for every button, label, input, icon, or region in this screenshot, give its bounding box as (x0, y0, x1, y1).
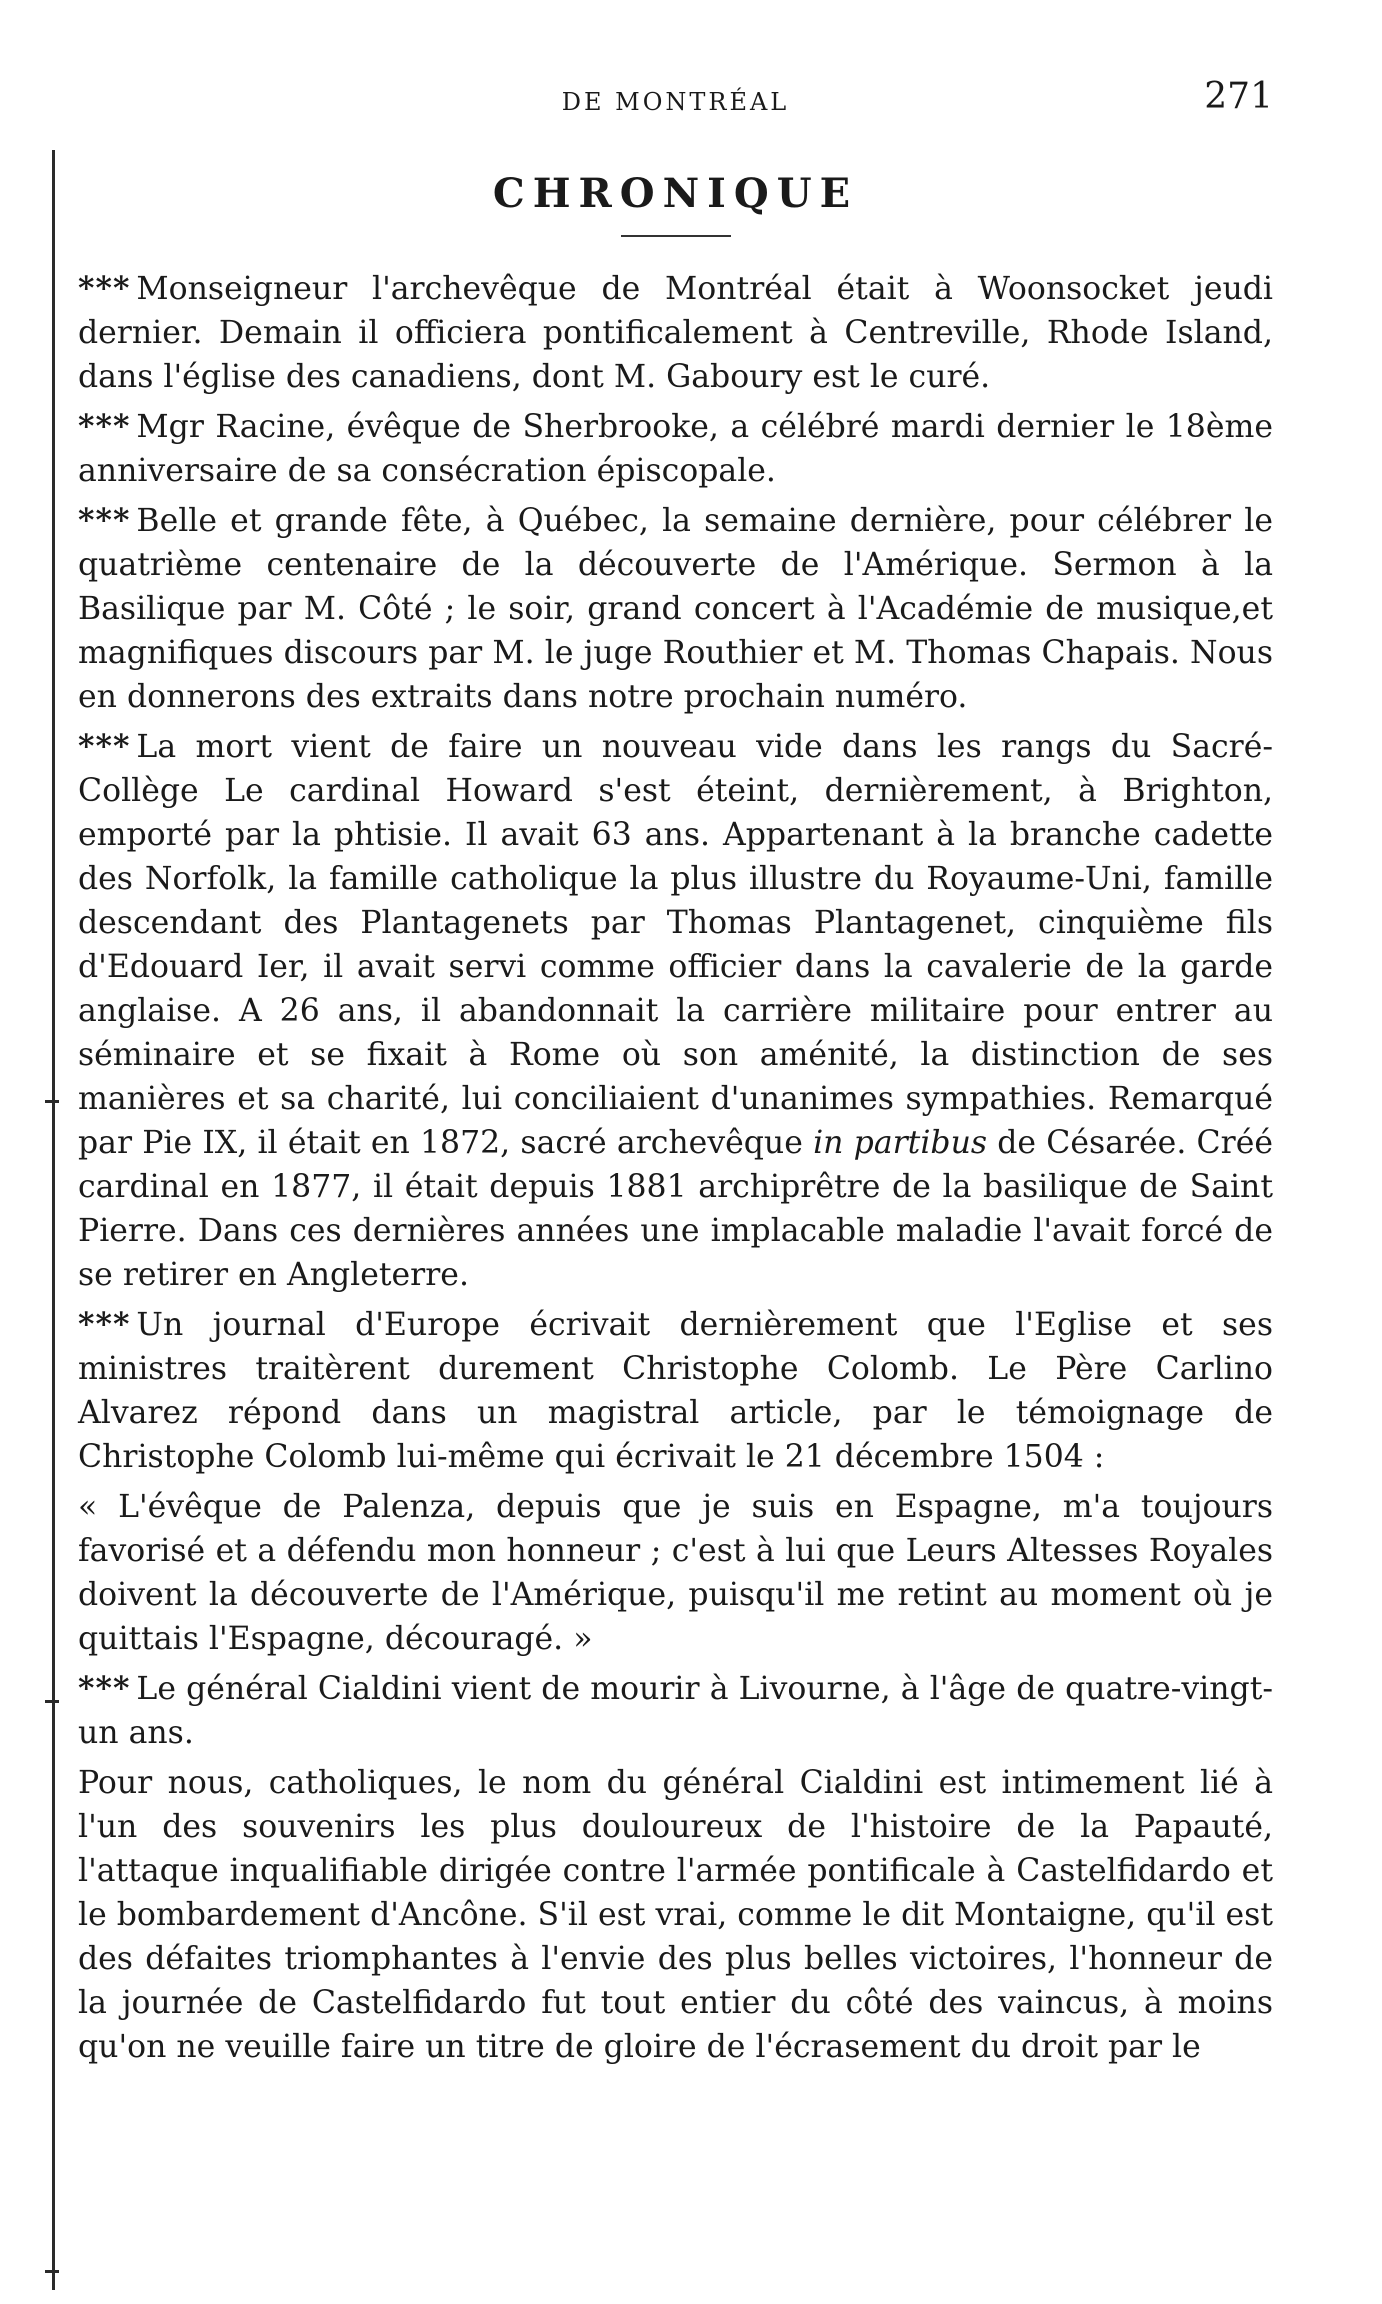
asterism-marker: *** (78, 1670, 131, 1707)
asterism-marker: *** (78, 270, 131, 307)
section-title: CHRONIQUE (492, 170, 859, 217)
page-header (78, 70, 1273, 130)
article-body (78, 267, 1273, 2069)
page-binding-edge (52, 150, 55, 2290)
news-item (78, 725, 1273, 1297)
asterism-marker: *** (78, 408, 131, 445)
news-item (78, 405, 1273, 493)
news-item (78, 1303, 1273, 1479)
paragraph-text: de Césarée. Créé cardinal en 1877, il était depuis 1881 archiprêtre de la basilique de Saint Pierre. Dans ces dernières années une implacable maladie l'avait forcé de se retirer en Angleterre. (78, 1125, 1273, 1293)
binding-mark (45, 2270, 59, 2273)
asterism-marker: *** (78, 728, 131, 765)
page-number: 271 (1204, 76, 1273, 117)
binding-mark (45, 1700, 59, 1703)
paragraph-text: Pour nous, catholiques, le nom du général Cialdini est intimement lié à l'un des souvenirs les plus douloureux de l'histoire de la Papauté, l'attaque inqualifiable dirigée contre l'armée pontificale à Castelfidardo et le bombardement d'Ancône. S'il est vrai, comme le dit Montaigne, qu'il est des défaites triomphantes à l'envie des plus belles victoires, l'honneur de la journée de Castelfidardo fut tout entier du côté des vaincus, à moins qu'on ne veuille faire un titre de gloire de l'écrasement du droit par le (78, 1765, 1273, 2065)
paragraph (78, 1761, 1273, 2069)
running-head: DE MONTRÉAL (561, 88, 790, 116)
quotation (78, 1485, 1273, 1661)
paragraph-text: « L'évêque de Palenza, depuis que je suis en Espagne, m'a toujours favorisé et a défendu mon honneur ; c'est à lui que Leurs Altesses Royales doivent la découverte de l'Amérique, puisqu'il me retint au moment où je quittais l'Espagne, découragé. » (78, 1489, 1273, 1657)
paragraph-text: Monseigneur l'archevêque de Montréal était à Woonsocket jeudi dernier. Demain il officiera pontificalement à Centreville, Rhode Island, dans l'église des canadiens, dont M. Gaboury est le curé. (78, 271, 1273, 395)
italic-phrase: in partibus (813, 1125, 988, 1161)
news-item (78, 1667, 1273, 1755)
title-rule (621, 235, 731, 237)
paragraph-text: Un journal d'Europe écrivait dernièrement que l'Eglise et ses ministres traitèrent durement Christophe Colomb. Le Père Carlino Alvarez répond dans un magistral article, par le témoignage de Christophe Colomb lui-même qui écrivait le 21 décembre 1504 : (78, 1307, 1273, 1475)
paragraph-text: Belle et grande fête, à Québec, la semaine dernière, pour célébrer le quatrième centenaire de la découverte de l'Amérique. Sermon à la Basilique par M. Côté ; le soir, grand concert à l'Académie de musique,et magnifiques discours par M. le juge Routhier et M. Thomas Chapais. Nous en donnerons des extraits dans notre prochain numéro. (78, 503, 1273, 715)
binding-mark (45, 1100, 59, 1103)
news-item (78, 499, 1273, 719)
paragraph-text: Le général Cialdini vient de mourir à Livourne, à l'âge de quatre-vingt-un ans. (78, 1671, 1273, 1751)
asterism-marker: *** (78, 1306, 131, 1343)
paragraph-text: La mort vient de faire un nouveau vide dans les rangs du Sacré-Collège Le cardinal Howard s'est éteint, dernièrement, à Brighton, emporté par la phtisie. Il avait 63 ans. Appartenant à la branche cadette des Norfolk, la famille catholique la plus illustre du Royaume-Uni, famille descendant des Plantagenets par Thomas Plantagenet, cinquième fils d'Edouard Ier, il avait servi comme officier dans la cavalerie de la garde anglaise. A 26 ans, il abandonnait la carrière militaire pour entrer au séminaire et se fixait à Rome où son aménité, la distinction de ses manières et sa charité, lui conciliaient d'unanimes sympathies. Remarqué par Pie IX, il était en 1872, sacré archevêque (78, 729, 1273, 1161)
document-page (78, 70, 1273, 2075)
asterism-marker: *** (78, 502, 131, 539)
paragraph-text: Mgr Racine, évêque de Sherbrooke, a célébré mardi dernier le 18ème anniversaire de sa consécration épiscopale. (78, 409, 1273, 489)
news-item (78, 267, 1273, 399)
